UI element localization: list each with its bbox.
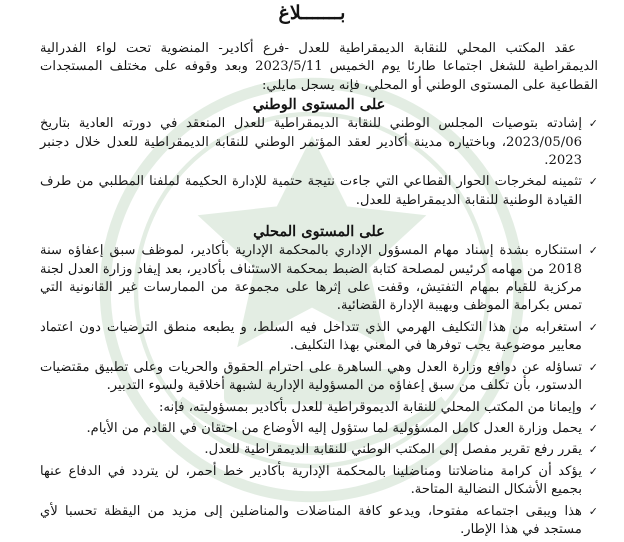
list-item-text: هذا ويبقى اجتماعه مفتوحا، ويدعو كافة المناضلات والمناضلين إلى مزيد من اليقظة تحسبا لأي مستجد في هذا الإطار. xyxy=(40,503,582,537)
list-item xyxy=(40,503,598,540)
list-item-text: تساؤله عن دوافع وزارة العدل وهي الساهرة على احترام الحقوق والحريات وعلى تطبيق مقتضيات الدستور، بأن تكلف من سبق إعفاؤه من المسؤولية الإدارية لشبهة أخلاقية ولسوء التدبير. xyxy=(40,359,582,394)
national-items-list xyxy=(40,115,598,210)
local-level-heading: على المستوى المحلي xyxy=(253,223,385,241)
list-item-text: يحمل وزارة العدل كامل المسؤولية لما ستؤول إليه الأوضاع من احتقان في القادم من الأيام. xyxy=(86,420,582,436)
check-icon: ✓ xyxy=(588,360,598,374)
list-item xyxy=(40,420,598,438)
list-item xyxy=(40,242,598,316)
check-icon: ✓ xyxy=(588,443,598,457)
local-items-list xyxy=(40,242,598,539)
check-icon: ✓ xyxy=(588,400,598,414)
check-icon: ✓ xyxy=(588,464,598,478)
document-title: بـــــــلاغ xyxy=(278,2,346,24)
intro-paragraph: عقد المكتب المحلي للنقابة الديمقراطية للعدل -فرع أكادير- المنضوية تحت لواء الفدرالية الديمقراطية للشغل اجتماعا طارئا يوم الخميس 2023/5/11 وبعد وقوفه على مختلف المستجدات القطاعية على المستوى الوطني أو المحلي، فإنه يسجل مايلي: xyxy=(40,41,599,93)
list-item-text: يقرر رفع تقرير مفصل إلى المكتب الوطني للنقابة الديمقراطية للعدل. xyxy=(204,442,582,458)
list-item xyxy=(40,441,598,459)
check-icon: ✓ xyxy=(588,117,598,131)
list-item-text: استنكاره بشدة إسناد مهام المسؤول الإداري بالمحكمة الإدارية بأكادير، لموظف سبق إعفاؤه سنة 2018 من مهامه كرئيس لمصلحة كتابة الضبط بمحكمة الاستئناف بأكادير، بعد إيفاد وزارة العدل لجنة مركزية للقيام بمهام التفتيش، وقفت على إثرها على مجموعة من الممارسات غير القانونية التي تمس بكرامة الموظف وبهيبة الإدارة القضائية. xyxy=(40,243,582,314)
list-item xyxy=(40,173,598,210)
check-icon: ✓ xyxy=(588,320,598,334)
list-item xyxy=(40,359,598,396)
document-body xyxy=(40,40,598,542)
list-item xyxy=(40,399,598,417)
list-item-text: وإيمانا من المكتب المحلي للنقابة الديموقراطية للعدل بأكادير بمسؤوليته، فإنه: xyxy=(159,399,582,415)
check-icon: ✓ xyxy=(588,175,598,189)
list-item-text: يؤكد أن كرامة مناضلاتنا ومناضلينا بالمحكمة الإدارية بأكادير خط أحمر، لن يتردد في الدفاع عنها بجميع الأشكال النضالية المتاحة. xyxy=(40,463,582,498)
list-item xyxy=(40,319,598,356)
national-level-heading: على المستوى الوطني xyxy=(252,96,386,114)
list-item-text: إشادته بتوصيات المجلس الوطني للنقابة الديمقراطية للعدل المنعقد في دورته العادية بتاريخ 2023/05/06، وباختياره مدينة أكادير لعقد المؤتمر الوطني للنقابة الديمقراطية للعدل خلال دجنبر 2023. xyxy=(40,116,582,169)
list-item-text: تثمينه لمخرجات الحوار القطاعي التي جاءت نتيجة حتمية للإدارة الحكيمة لملفنا المطلبي من طرف القيادة الوطنية للنقابة الديمقراطية للعدل. xyxy=(40,174,582,208)
check-icon: ✓ xyxy=(588,504,598,518)
list-item xyxy=(40,115,598,170)
check-icon: ✓ xyxy=(588,421,598,435)
check-icon: ✓ xyxy=(588,244,598,258)
list-item xyxy=(40,463,598,500)
list-item-text: استغرابه من هذا التكليف الهرمي الذي تتداخل فيه السلط، و يطبعه منطق الترضيات دون اعتماد معايير موضوعية يجب توفرها في المعني بهذا التكليف. xyxy=(40,319,582,354)
